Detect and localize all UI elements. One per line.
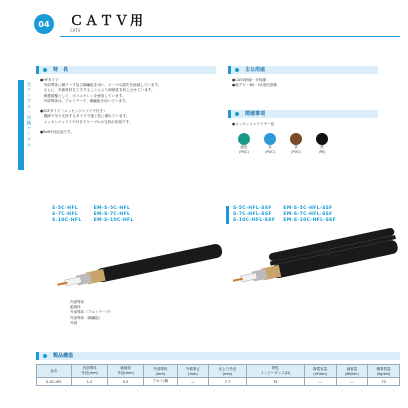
applications-line: ●地デジ・BS・CS受信設備 — [232, 83, 277, 88]
table-header-cell: 特性 インピーダンス(Ω) — [246, 365, 304, 378]
model-name: EM-S-5C-HFL-SSF — [283, 206, 333, 211]
applications-heading — [228, 66, 378, 74]
table-header-cell: 内部導体 外径(mm) — [72, 365, 108, 378]
page-number-badge — [34, 14, 54, 34]
table-cell: アルミ/銅 — [144, 378, 177, 386]
color-swatch — [264, 133, 276, 145]
applications-text — [228, 78, 378, 88]
part-label: 絶縁体 — [70, 305, 81, 310]
model-name: EM-S-7C-HFL — [93, 212, 131, 217]
features-section — [36, 66, 216, 135]
features-line: 保護被覆として、ポリエチレンを使用しています。 — [40, 93, 126, 98]
spec-section — [36, 352, 400, 386]
table-header-cell: 外部導体 (mm) — [144, 365, 177, 378]
model-name: EM-S-10C-HFL — [93, 218, 134, 223]
table-cell: 70 — [368, 378, 400, 386]
color-swatch — [316, 133, 328, 145]
features-line: ●SSFタイプ（メッセンジャワイヤ付き） — [40, 109, 107, 114]
part-label: 外部導体（銅編組） — [70, 315, 103, 320]
left-labels — [70, 300, 200, 326]
page-title: ＣＡＴＶ用 — [70, 14, 146, 29]
part-label: ケーブル本体 — [320, 254, 342, 259]
table-cell: 75 — [246, 378, 304, 386]
swatch-name: 茶 — [294, 145, 298, 150]
model-list-a — [52, 206, 82, 224]
table-body — [37, 378, 400, 386]
model-list-b — [94, 206, 134, 224]
related-heading — [228, 110, 378, 118]
swatch-material: (PVC) — [239, 150, 249, 155]
part-label: 内部導体 — [70, 300, 85, 304]
cable-jacket — [95, 243, 223, 283]
table-cell: 5.0 — [108, 378, 144, 386]
swatch-name: 黒 — [320, 145, 324, 150]
page-subtitle: CATV — [70, 28, 81, 33]
table-header-cell: 静電容量 (nF/km) — [304, 365, 336, 378]
table-header-cell: 外被厚さ (mm) — [177, 365, 209, 378]
model-name: S-7C-HFL — [52, 212, 79, 217]
features-line: ●HFタイプ — [40, 78, 59, 82]
features-line: 鋼線で吊り支持するタイプで施工性に優れています。 — [40, 114, 130, 119]
bullet-icon — [43, 68, 47, 72]
color-swatch-item — [264, 133, 276, 154]
color-swatch — [238, 133, 250, 145]
features-line: さらに、外被材料を工夫することにより耐候性を向上させています。 — [40, 88, 155, 93]
table-cell: — — [177, 378, 209, 386]
color-swatch-item — [238, 133, 250, 154]
spec-heading-text: 製品構造 — [53, 353, 74, 359]
applications-heading-text: 主な用途 — [245, 67, 266, 73]
model-name: EM-S-5C-HFL — [93, 206, 131, 211]
side-tab — [18, 80, 24, 170]
table-row — [37, 378, 400, 386]
color-swatch-item — [290, 133, 302, 154]
model-name: S-5C-HFL — [52, 206, 79, 211]
part-label: 外部導体（アルミテープ） — [70, 310, 113, 315]
part-label: 外被 — [70, 320, 78, 325]
features-text — [36, 78, 216, 135]
features-line: 外部導体は、アルミテープ、銅編組を用いています。 — [40, 98, 129, 103]
part-label: メッセンジャワイヤー — [320, 244, 356, 248]
bullet-icon — [235, 112, 239, 116]
related-heading-text: 関連事項 — [245, 111, 266, 117]
messenger-label: ●メッセンジャワイヤー色 — [232, 122, 275, 126]
page-number: 04 — [38, 19, 50, 29]
bullet-icon — [235, 68, 239, 72]
table-cell: — — [304, 378, 336, 386]
swatch-material: (PE) — [318, 150, 326, 155]
swatch-name: 緑色 — [240, 145, 248, 150]
cable-illustration-right — [232, 222, 402, 312]
applications-line: ●CATV幹線・分岐線 — [232, 78, 267, 82]
table-header-row — [37, 365, 400, 378]
table-header-cell: 絶縁体 外径(mm) — [108, 365, 144, 378]
table-header-cell: 仕上り外径 (mm) — [209, 365, 247, 378]
model-name: S-10C-HFL — [52, 218, 82, 223]
model-name: S-7C-HFL-SSF — [233, 212, 272, 217]
model-name: EM-S-7C-HFL-SSF — [283, 212, 333, 217]
table-header-cell: 概算質量 (kg/km) — [368, 365, 400, 378]
models-left — [52, 206, 222, 224]
model-name: S-10C-HFL-SSF — [233, 218, 276, 223]
swatch-material: (PVC) — [265, 150, 275, 155]
features-heading-text: 特 長 — [53, 67, 69, 73]
related-section — [228, 110, 378, 154]
header-rule — [60, 36, 400, 37]
model-name: S-5C-HFL-SSF — [233, 206, 272, 211]
side-tab-label: 光ケーブル・同軸ケーブル — [26, 82, 31, 148]
color-swatch-item — [316, 133, 328, 154]
color-swatch — [290, 133, 302, 145]
table-cell: 1.2 — [72, 378, 108, 386]
features-line: ●RoHS対応品です。 — [40, 130, 74, 135]
table-header-cell: 減衰量 (dB/km) — [336, 365, 368, 378]
right-labels — [320, 244, 400, 260]
features-line: 外部導体に銅テープ及び銅編組を用い、ケーブル損失を低減しています。 — [40, 83, 162, 88]
model-name: EM-S-10C-HFL-SSF — [283, 218, 337, 223]
table-cell: — — [336, 378, 368, 386]
features-line: メッセンジャワイヤ付きでケーブルの支持が容易です。 — [40, 119, 133, 124]
spec-heading — [36, 352, 400, 360]
table-header-cell: 品名 — [37, 365, 72, 378]
bullet-icon — [43, 354, 47, 358]
spec-table — [36, 364, 400, 386]
swatch-material: (PVC) — [291, 150, 301, 155]
table-cell: S-5C-HFL — [37, 378, 72, 386]
swatch-row — [228, 133, 378, 154]
part-label: 支持線 — [320, 249, 331, 254]
table-cell: 7.7 — [209, 378, 247, 386]
features-heading — [36, 66, 216, 74]
applications-section — [228, 66, 378, 88]
swatch-name: 灰 — [268, 145, 272, 150]
